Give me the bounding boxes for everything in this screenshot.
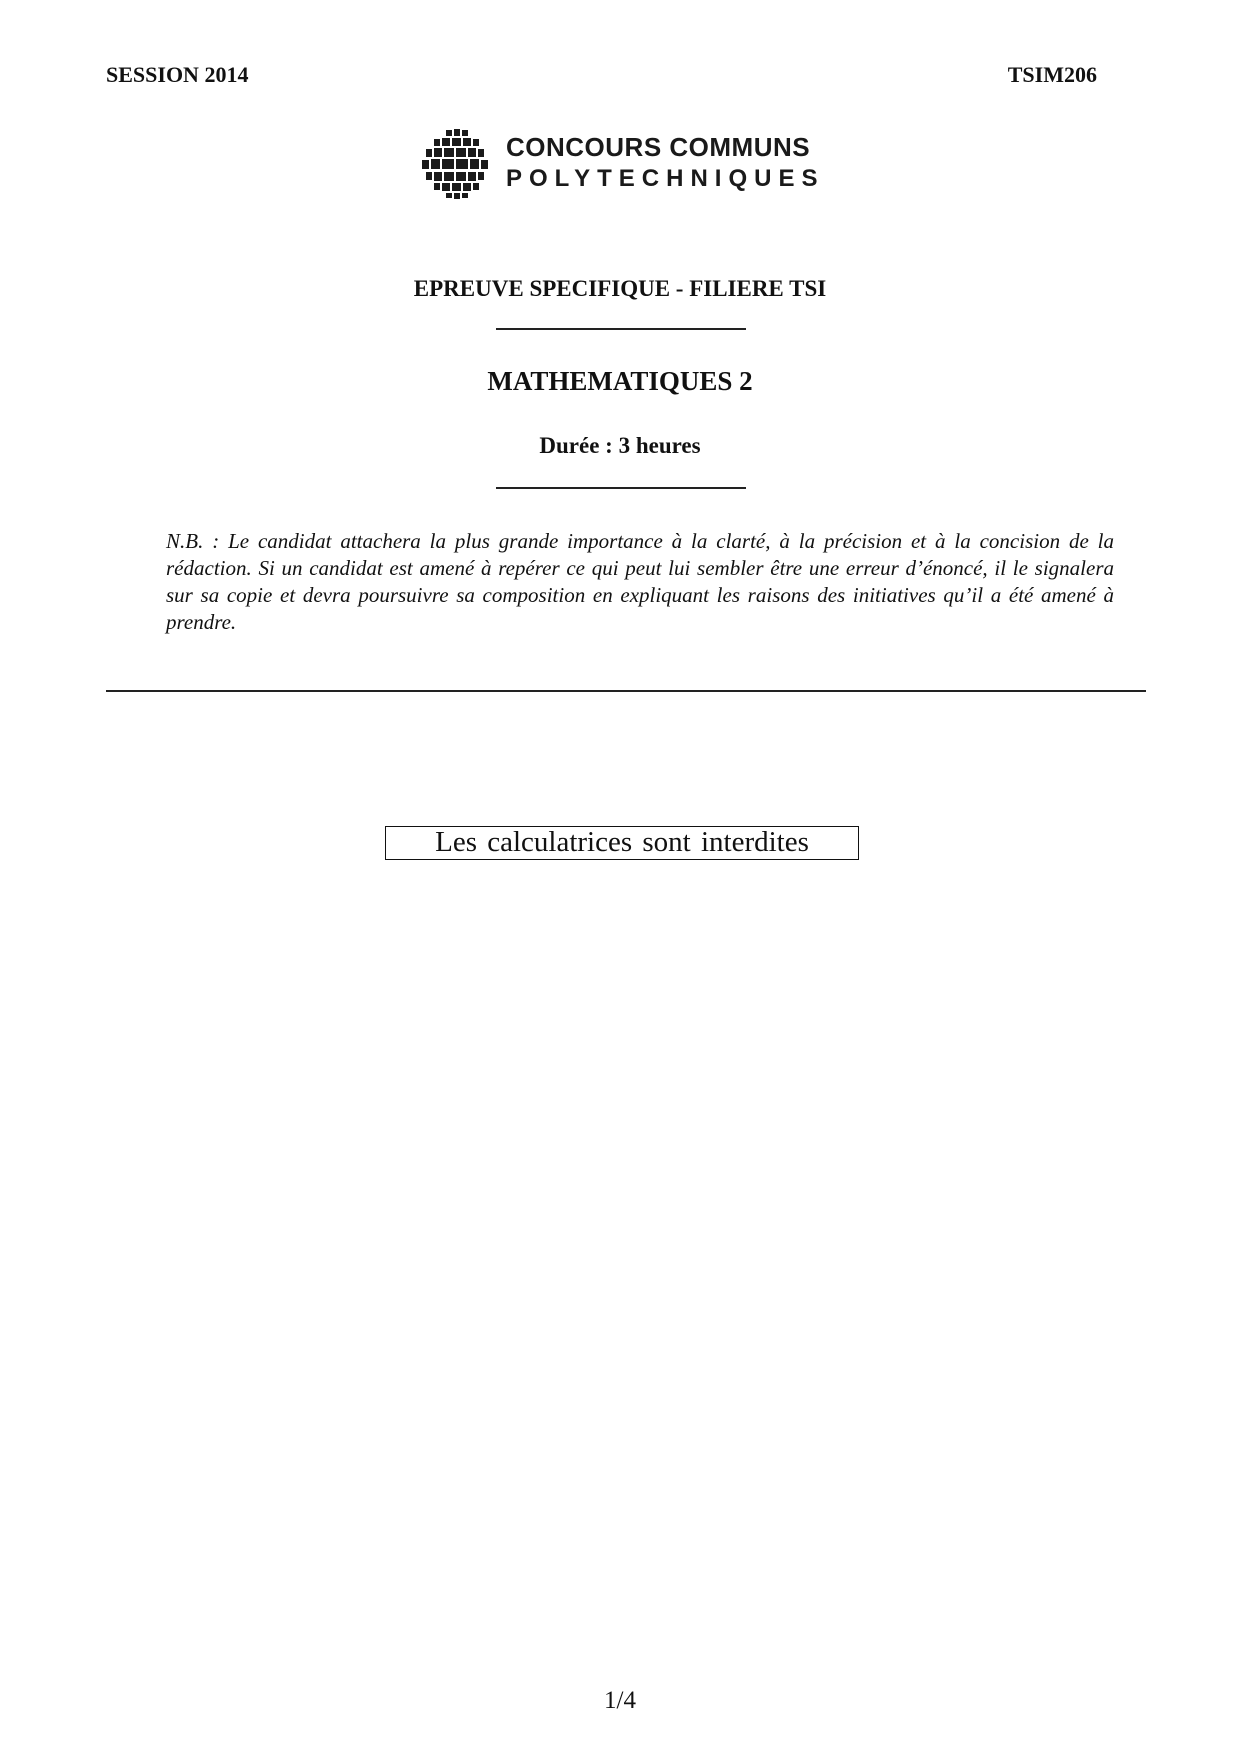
globe-grid-icon [420, 128, 492, 200]
separator-line [496, 328, 746, 330]
exam-subject: MATHEMATIQUES 2 [487, 366, 753, 396]
calculator-notice: Les calculatrices sont interdites [385, 826, 859, 860]
horizontal-rule [106, 690, 1146, 692]
separator-line [496, 487, 746, 489]
logo [420, 128, 825, 200]
logo-line-2: POLYTECHNIQUES [506, 165, 825, 192]
exam-code: TSIM206 [1007, 62, 1097, 87]
exam-type: EPREUVE SPECIFIQUE - FILIERE TSI [413, 276, 827, 301]
instructions-note: N.B. : Le candidat attachera la plus grande importance à la clarté, à la précision et à la concision de la rédaction. Si un candidat est amené à repérer ce qui peut lui sembler être une erreur d’énoncé, il le signalera sur sa copie et devra poursuivre sa composition en expliquant les raisons des initiatives qu’il a été amené à prendre. [166, 529, 1114, 634]
page-number: 1/4 [604, 1687, 636, 1714]
logo-line-1: CONCOURS COMMUNS [506, 132, 811, 162]
exam-duration: Durée : 3 heures [539, 433, 701, 458]
session-label: SESSION 2014 [106, 62, 249, 87]
